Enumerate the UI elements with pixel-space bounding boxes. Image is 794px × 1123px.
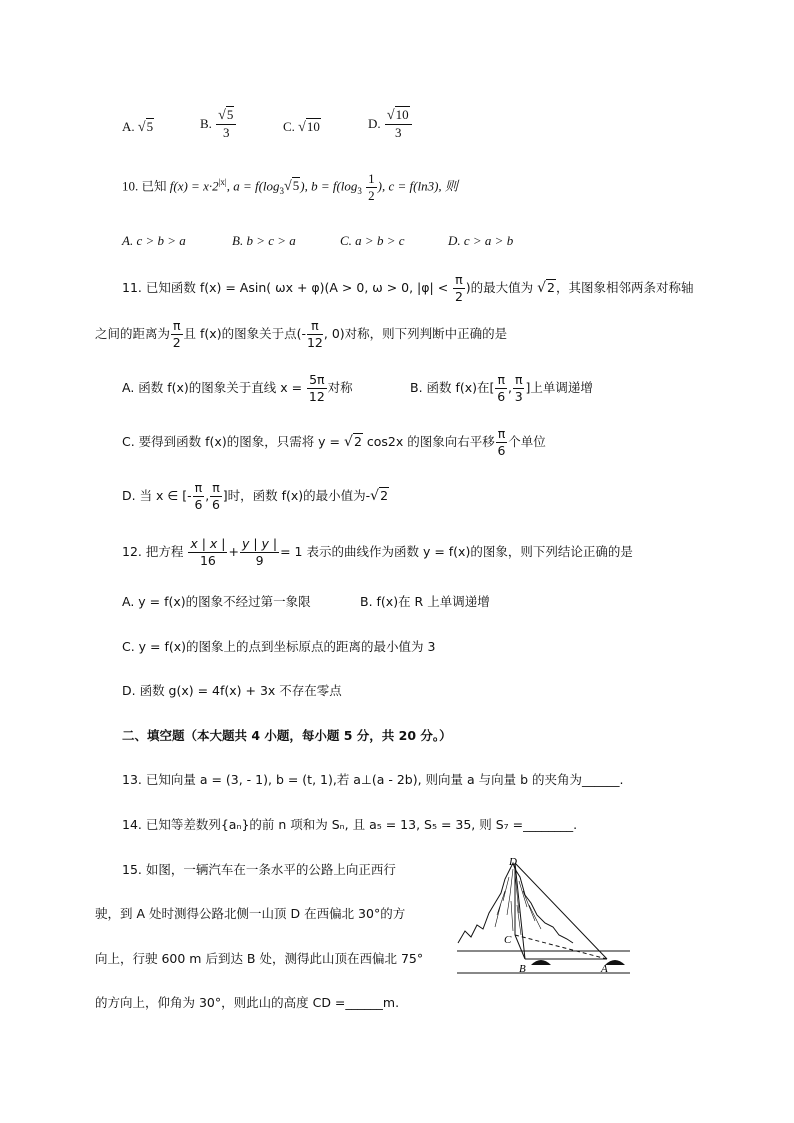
q9-option-b — [200, 107, 237, 141]
q11-center-fraction: $\frac{\pi}{12}$ — [306, 318, 323, 350]
q9-option-a-label: A. — [122, 119, 135, 134]
q10-option-b: B. b > c > a — [232, 233, 296, 248]
q11-period-fraction: $\frac{\pi}{2}$ — [172, 318, 181, 350]
q11-option-b-frac1: $\frac{\pi}{6}$ — [497, 372, 506, 404]
q11-option-a-fraction: $\frac{5\pi}{12}$ — [308, 372, 325, 404]
label-d: D — [509, 856, 517, 868]
q10-option-c: C. a > b > c — [340, 233, 405, 248]
q9-option-a-radical: √5 — [137, 119, 154, 135]
line-da — [515, 863, 607, 959]
q14-text: 14. 已知等差数列{aₙ}的前 n 项和为 Sₙ, 且 a₅ = 13, S₅ = 35, 则 S₇ =________. — [122, 817, 578, 832]
mountain-road-figure — [455, 855, 635, 980]
q12-option-d: D. 函数 g(x) = 4f(x) + 3x 不存在零点 — [122, 683, 342, 698]
q11-option-d-frac1: $\frac{\pi}{6}$ — [194, 480, 203, 512]
q9-option-d — [368, 107, 413, 141]
q9-option-d-label: D. — [368, 116, 381, 131]
line-ca — [515, 935, 607, 959]
q10-option-d: D. c > a > b — [448, 233, 514, 248]
q12-option-b: B. f(x)在 R 上单调递增 — [360, 594, 490, 609]
q10-option-a: A. c > b > a — [122, 233, 186, 248]
section-heading: 二、填空题（本大题共 4 小题，每小题 5 分，共 20 分。） — [122, 728, 452, 743]
q9-option-c-radical: √10 — [298, 119, 320, 135]
q12-stem: 12. 把方程 $\frac{x | x |}{16}$ + $\frac{y | y |}{9}$ = 1 表示的曲线作为函数 y = f(x)的图象，则下列结论正确的是 — [122, 536, 633, 568]
q11-stem-line1: 11. 已知函数 f(x) = Asin( ωx + φ)(A > 0, ω > 0, |φ| < $\frac{\pi}{2}$ )的最大值为 √2，其图象相邻两条对称轴 — [122, 272, 694, 304]
q11-option-b: B. 函数 f(x)在[ $\frac{\pi}{6}$ , $\frac{\pi}{3}$ ]上单调递增 — [410, 372, 593, 404]
mountain-shading — [495, 869, 541, 935]
q12-frac-x: $\frac{x | x |}{16}$ — [190, 536, 226, 568]
q9-option-b-fraction: $\frac{√5}{3}$ — [216, 107, 236, 141]
q9-option-d-fraction: $\frac{√10}{3}$ — [385, 107, 412, 141]
q11-option-d-frac2: $\frac{\pi}{6}$ — [211, 480, 220, 512]
q11-option-c-fraction: $\frac{\pi}{6}$ — [497, 426, 506, 458]
q11-option-b-frac2: $\frac{\pi}{3}$ — [514, 372, 523, 404]
q9-option-c — [283, 117, 321, 138]
q10-half-fraction: $\frac{1}{2}$ — [368, 171, 375, 203]
q9-option-c-label: C. — [283, 119, 295, 134]
q9-option-b-label: B. — [200, 116, 212, 131]
q11-stem-line2: 之间的距离为 $\frac{\pi}{2}$ 且 f(x)的图象关于点(- $\frac{\pi}{12}$ , 0)对称，则下列判断中正确的是 — [95, 318, 508, 350]
q10-stem: 10. 已知 $f(x) = x\cdot 2^{|x|}$, $a = f(\log_3√5)$, $b = f(\log_3$ $\frac{1}{2}$ ), c = f(ln3), 则 — [122, 171, 458, 203]
q12-option-a: A. y = f(x)的图象不经过第一象限 — [122, 594, 311, 609]
q15-line2: 驶，到 A 处时测得公路北侧一山顶 D 在西偏北 30°的方 — [95, 906, 406, 921]
car-at-b — [531, 960, 551, 965]
q15-line3: 向上，行驶 600 m 后到达 B 处，测得此山顶在西偏北 75° — [95, 951, 424, 966]
q13-text: 13. 已知向量 a = (3, - 1), b = (t, 1),若 a⊥(a - 2b), 则向量 a 与向量 b 的夹角为______. — [122, 772, 624, 787]
label-c: C — [504, 934, 512, 946]
q12-frac-y: $\frac{y | y |}{9}$ — [241, 536, 278, 568]
q11-option-a: A. 函数 f(x)的图象关于直线 x = $\frac{5\pi}{12}$ 对称 — [122, 372, 353, 404]
car-at-a — [605, 960, 625, 965]
q9-option-a — [122, 117, 154, 138]
q11-option-c: C. 要得到函数 f(x)的图象，只需将 y = √2 cos2x 的图象向右平移 $\frac{\pi}{6}$ 个单位 — [122, 426, 546, 458]
q15-line1: 15. 如图，一辆汽车在一条水平的公路上向正西行 — [122, 862, 396, 877]
label-b: B — [519, 963, 526, 975]
q11-option-d: D. 当 x ∈ [- $\frac{\pi}{6}$ , $\frac{\pi}{6}$ ]时，函数 f(x)的最小值为-√2 — [122, 480, 389, 512]
q15-line4: 的方向上，仰角为 30°，则此山的高度 CD =______m. — [95, 995, 400, 1010]
q12-option-c: C. y = f(x)的图象上的点到坐标原点的距离的最小值为 3 — [122, 639, 436, 654]
q11-pi-over-2: $\frac{\pi}{2}$ — [454, 272, 463, 304]
label-a: A — [601, 963, 608, 975]
